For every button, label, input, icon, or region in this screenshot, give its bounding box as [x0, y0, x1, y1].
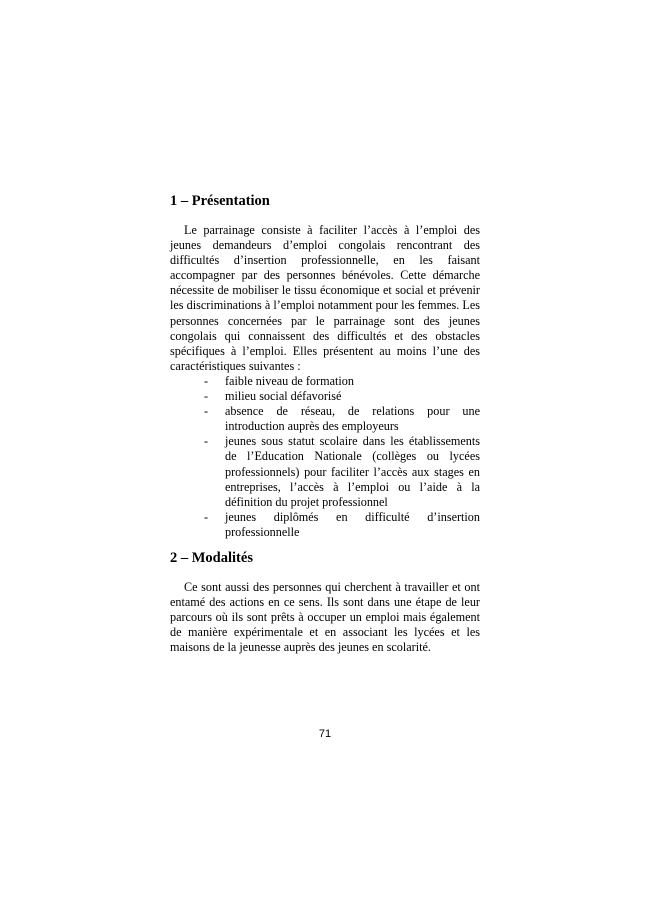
- list-item-text: jeunes diplômés en difficulté d’insertion professionnelle: [225, 509, 480, 539]
- list-item: [170, 374, 480, 389]
- list-item: [170, 434, 480, 509]
- list-dash: -: [204, 373, 209, 388]
- list-dash: -: [204, 389, 209, 404]
- list-item-text: milieu social défavorisé: [225, 389, 342, 404]
- list-item: [170, 510, 480, 540]
- list-dash: -: [204, 509, 209, 524]
- page-content: [170, 191, 480, 655]
- list-item: [170, 404, 480, 434]
- list-dash: -: [204, 434, 209, 449]
- list-item: [170, 389, 480, 404]
- section-heading-modalites: 2 – Modalités: [170, 549, 253, 566]
- list-item-text: absence de réseau, de relations pour une introduction auprès des employeurs: [225, 404, 480, 434]
- presentation-paragraph: Le parrainage consiste à faciliter l’accès à l’emploi des jeunes demandeurs d’emploi congolais rencontrant des difficultés d’insertion professionnelle, en les faisant accompagner par des personnes bénévoles. Cette démarche nécessite de mobiliser le tissu économique et social et prévenir les discriminations à l’emploi notamment pour les femmes. Les personnes concernées par le parrainage sont des jeunes congolais qui connaissent des difficultés et des obstacles spécifiques à l’emploi. Elles présentent au moins l’une des caractéristiques suivantes :: [170, 223, 480, 373]
- modalites-paragraph: Ce sont aussi des personnes qui cherchent à travailler et ont entamé des actions en ce sens. Ils sont dans une étape de leur parcours où ils sont prêts à occuper un emploi mais également de manière expérimentale et en associant les lycées et les maisons de la jeunesse auprès des jeunes en scolarité.: [170, 579, 480, 655]
- section-heading-presentation: 1 – Présentation: [170, 193, 270, 209]
- list-item-text: jeunes sous statut scolaire dans les établissements de l’Education Nationale (collèges ou lycées professionnels) pour faciliter l’accès aux stages en entreprises, l’accès à l’emploi ou l’aide à la définition du projet professionnel: [225, 434, 480, 509]
- characteristics-list: [170, 374, 480, 540]
- list-dash: -: [204, 404, 209, 419]
- page-number: 71: [318, 728, 332, 740]
- list-item-text: faible niveau de formation: [225, 373, 354, 388]
